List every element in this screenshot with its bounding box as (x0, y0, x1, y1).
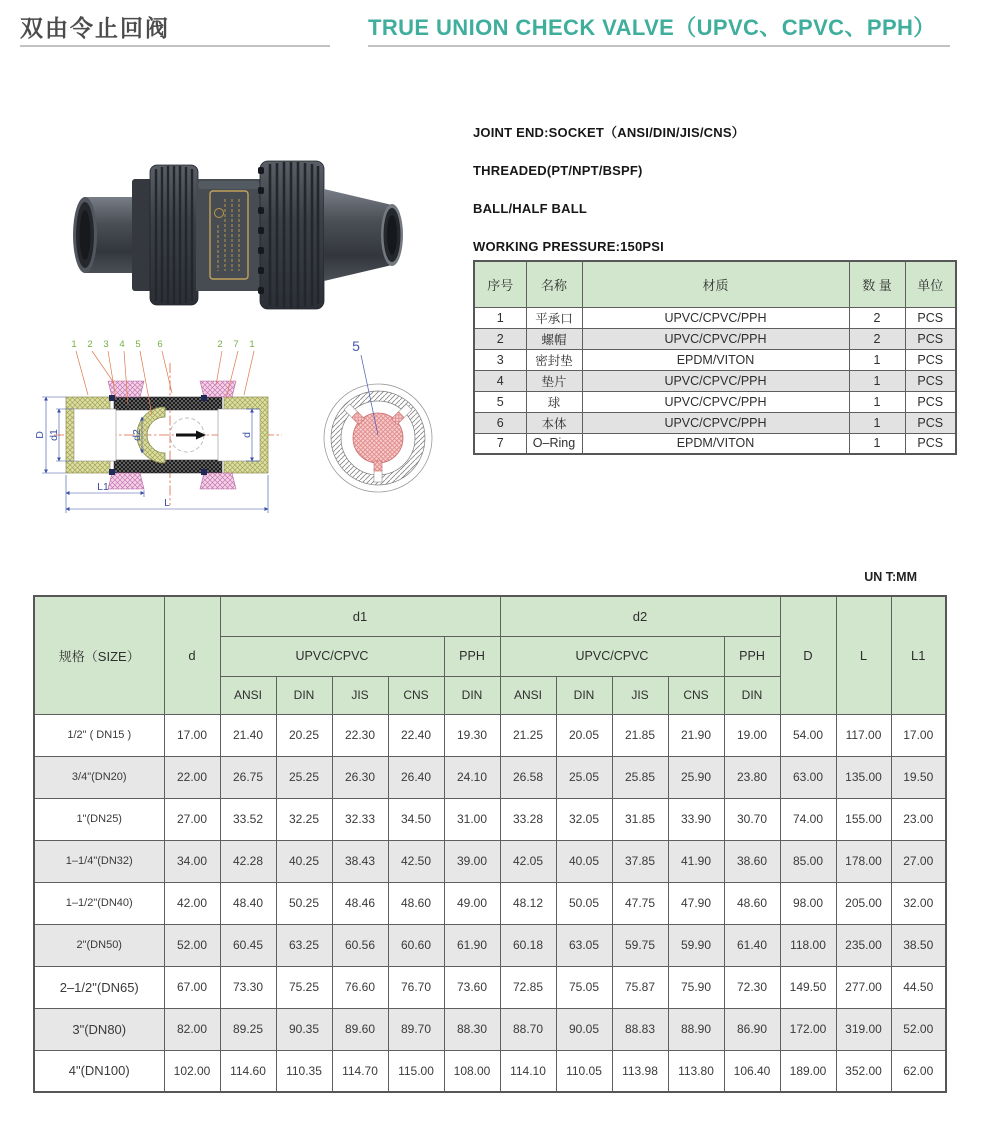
column-header: 数 量 (849, 261, 905, 307)
table-cell: 本体 (526, 412, 582, 433)
table-cell: 40.25 (276, 840, 332, 882)
column-header-standard: JIS (332, 676, 388, 714)
table-cell: 38.50 (891, 924, 946, 966)
column-header-standard: DIN (724, 676, 780, 714)
table-row (34, 924, 946, 966)
table-cell: 19.30 (444, 714, 500, 756)
table-cell: 59.90 (668, 924, 724, 966)
table-cell: 75.05 (556, 966, 612, 1008)
table-row (474, 391, 956, 412)
table-cell: 32.33 (332, 798, 388, 840)
table-cell: 1 (474, 307, 526, 328)
table-cell: 48.60 (388, 882, 444, 924)
callout-number: 7 (233, 339, 239, 350)
table-cell: 1"(DN25) (34, 798, 164, 840)
table-cell: 89.60 (332, 1008, 388, 1050)
table-cell: UPVC/CPVC/PPH (582, 370, 849, 391)
cross-section-view (34, 339, 282, 513)
table-cell: 19.00 (724, 714, 780, 756)
table-cell: 88.90 (668, 1008, 724, 1050)
dimension-table (33, 595, 947, 1093)
callout-number: 6 (157, 339, 163, 350)
column-header-standard: DIN (444, 676, 500, 714)
table-cell: 平承口 (526, 307, 582, 328)
table-cell: 72.30 (724, 966, 780, 1008)
table-cell: 6 (474, 412, 526, 433)
table-cell: 1 (849, 433, 905, 454)
table-cell: EPDM/VITON (582, 349, 849, 370)
table-row (34, 882, 946, 924)
table-cell: 108.00 (444, 1050, 500, 1092)
table-cell: 319.00 (836, 1008, 891, 1050)
table-cell: 5 (474, 391, 526, 412)
table-cell: 26.40 (388, 756, 444, 798)
parts-table (473, 260, 957, 455)
table-cell: 155.00 (836, 798, 891, 840)
dim-label-d1: d1 (48, 429, 60, 441)
table-cell: 67.00 (164, 966, 220, 1008)
table-cell: 110.35 (276, 1050, 332, 1092)
table-cell: 33.52 (220, 798, 276, 840)
table-cell: 2 (474, 328, 526, 349)
column-header: 材质 (582, 261, 849, 307)
table-cell: EPDM/VITON (582, 433, 849, 454)
column-header-d: d (164, 596, 220, 714)
column-group-pph: PPH (444, 636, 500, 676)
column-header: 序号 (474, 261, 526, 307)
dim-label-L: L (164, 497, 170, 509)
table-cell: 149.50 (780, 966, 836, 1008)
table-cell: 26.30 (332, 756, 388, 798)
table-cell: 41.90 (668, 840, 724, 882)
table-cell: 4"(DN100) (34, 1050, 164, 1092)
table-cell: 3 (474, 349, 526, 370)
table-cell: 90.35 (276, 1008, 332, 1050)
table-cell: 25.90 (668, 756, 724, 798)
table-cell: 73.30 (220, 966, 276, 1008)
table-cell: 34.00 (164, 840, 220, 882)
table-cell: 26.58 (500, 756, 556, 798)
table-cell: 7 (474, 433, 526, 454)
column-header: 名称 (526, 261, 582, 307)
spec-line: THREADED(PT/NPT/BSPF) (473, 163, 643, 178)
table-cell: 62.00 (891, 1050, 946, 1092)
table-cell: 19.50 (891, 756, 946, 798)
table-cell: 21.40 (220, 714, 276, 756)
column-header-standard: ANSI (220, 676, 276, 714)
table-cell: 22.00 (164, 756, 220, 798)
table-cell: 178.00 (836, 840, 891, 882)
table-cell: 235.00 (836, 924, 891, 966)
table-cell: 21.90 (668, 714, 724, 756)
table-cell: 113.98 (612, 1050, 668, 1092)
table-cell: 31.00 (444, 798, 500, 840)
table-cell: 135.00 (836, 756, 891, 798)
table-cell: 1/2" ( DN15 ) (34, 714, 164, 756)
table-row (474, 412, 956, 433)
table-cell: 17.00 (164, 714, 220, 756)
table-cell: 73.60 (444, 966, 500, 1008)
column-group-d1: d1 (220, 596, 500, 636)
table-cell: 38.43 (332, 840, 388, 882)
table-cell: 39.00 (444, 840, 500, 882)
table-cell: 27.00 (164, 798, 220, 840)
table-cell: 52.00 (891, 1008, 946, 1050)
table-cell: 90.05 (556, 1008, 612, 1050)
page-title-english: TRUE UNION CHECK VALVE（UPVC、CPVC、PPH） (368, 15, 936, 40)
table-cell: 117.00 (836, 714, 891, 756)
front-view (324, 338, 432, 492)
spec-line: JOINT END:SOCKET（ANSI/DIN/JIS/CNS） (473, 125, 745, 140)
table-cell: UPVC/CPVC/PPH (582, 391, 849, 412)
table-row (34, 1008, 946, 1050)
table-cell: 2 (849, 307, 905, 328)
table-cell: 44.50 (891, 966, 946, 1008)
table-cell: 31.85 (612, 798, 668, 840)
table-cell: 32.00 (891, 882, 946, 924)
table-cell: 密封垫 (526, 349, 582, 370)
callout-number: 3 (103, 339, 109, 350)
callout-number: 1 (71, 339, 77, 350)
table-cell: 50.05 (556, 882, 612, 924)
table-row (34, 1050, 946, 1092)
table-cell: 50.25 (276, 882, 332, 924)
column-header-standard: CNS (668, 676, 724, 714)
column-header-standard: JIS (612, 676, 668, 714)
table-cell: 61.90 (444, 924, 500, 966)
table-cell: 172.00 (780, 1008, 836, 1050)
table-cell: 27.00 (891, 840, 946, 882)
table-cell: 17.00 (891, 714, 946, 756)
table-cell: 61.40 (724, 924, 780, 966)
table-cell: 82.00 (164, 1008, 220, 1050)
table-cell: 106.40 (724, 1050, 780, 1092)
table-cell: 2 (849, 328, 905, 349)
page-title-chinese: 双由令止回阀 (20, 15, 170, 41)
table-cell: 2"(DN50) (34, 924, 164, 966)
table-cell: 114.60 (220, 1050, 276, 1092)
table-cell: 76.70 (388, 966, 444, 1008)
spec-line: WORKING PRESSURE:150PSI (473, 239, 664, 254)
column-group-d2: d2 (500, 596, 780, 636)
table-cell: 20.05 (556, 714, 612, 756)
table-row (474, 433, 956, 454)
column-header: 单位 (905, 261, 956, 307)
column-header-standard: ANSI (500, 676, 556, 714)
table-cell: 63.05 (556, 924, 612, 966)
table-cell: 52.00 (164, 924, 220, 966)
table-cell: 76.60 (332, 966, 388, 1008)
table-cell: 23.80 (724, 756, 780, 798)
table-cell: 54.00 (780, 714, 836, 756)
table-cell: 114.70 (332, 1050, 388, 1092)
table-cell: 1 (849, 412, 905, 433)
table-cell: PCS (905, 391, 956, 412)
dim-label-d: d (241, 432, 253, 438)
table-cell: 25.85 (612, 756, 668, 798)
table-cell: 32.25 (276, 798, 332, 840)
column-header-standard: CNS (388, 676, 444, 714)
table-cell: 3"(DN80) (34, 1008, 164, 1050)
table-cell: 33.90 (668, 798, 724, 840)
table-row (474, 370, 956, 391)
dim-label-L1: L1 (97, 481, 109, 493)
table-cell: 4 (474, 370, 526, 391)
table-cell: PCS (905, 349, 956, 370)
spec-list (473, 114, 745, 266)
dim-label-d2: d2 (131, 429, 143, 441)
dims-header-row-1 (34, 596, 946, 636)
table-cell: 205.00 (836, 882, 891, 924)
table-cell: 277.00 (836, 966, 891, 1008)
table-cell: 40.05 (556, 840, 612, 882)
table-cell: 60.56 (332, 924, 388, 966)
table-cell: 33.28 (500, 798, 556, 840)
table-cell: 47.75 (612, 882, 668, 924)
column-header-standard: DIN (276, 676, 332, 714)
table-row (34, 840, 946, 882)
table-cell: PCS (905, 307, 956, 328)
table-cell: O–Ring (526, 433, 582, 454)
callout-number: 1 (249, 339, 255, 350)
table-cell: 25.05 (556, 756, 612, 798)
table-cell: 88.70 (500, 1008, 556, 1050)
table-cell: 49.00 (444, 882, 500, 924)
table-cell: 48.40 (220, 882, 276, 924)
callout-number: 5 (135, 339, 141, 350)
table-cell: 88.83 (612, 1008, 668, 1050)
table-row (34, 714, 946, 756)
table-cell: 113.80 (668, 1050, 724, 1092)
table-cell: 75.90 (668, 966, 724, 1008)
table-cell: 60.45 (220, 924, 276, 966)
table-cell: UPVC/CPVC/PPH (582, 307, 849, 328)
table-cell: 75.25 (276, 966, 332, 1008)
table-cell: PCS (905, 433, 956, 454)
table-row (474, 307, 956, 328)
table-cell: 21.85 (612, 714, 668, 756)
dim-label-D: D (34, 431, 46, 439)
table-cell: 2–1/2"(DN65) (34, 966, 164, 1008)
table-cell: 1 (849, 391, 905, 412)
table-cell: 球 (526, 391, 582, 412)
table-cell: 32.05 (556, 798, 612, 840)
table-cell: 34.50 (388, 798, 444, 840)
table-cell: 38.60 (724, 840, 780, 882)
table-cell: 63.00 (780, 756, 836, 798)
table-cell: 37.85 (612, 840, 668, 882)
product-photo (60, 115, 420, 345)
table-cell: PCS (905, 412, 956, 433)
table-cell: 1–1/2"(DN40) (34, 882, 164, 924)
table-cell: 63.25 (276, 924, 332, 966)
callout-number: 4 (119, 339, 125, 350)
table-cell: 24.10 (444, 756, 500, 798)
column-header-standard: DIN (556, 676, 612, 714)
title-underline-right (368, 45, 950, 47)
table-cell: 47.90 (668, 882, 724, 924)
table-cell: 22.30 (332, 714, 388, 756)
table-row (34, 966, 946, 1008)
table-cell: 189.00 (780, 1050, 836, 1092)
table-cell: 118.00 (780, 924, 836, 966)
table-cell: 48.46 (332, 882, 388, 924)
table-cell: 25.25 (276, 756, 332, 798)
unit-note: UN T:MM (864, 570, 917, 584)
column-group-upvc-cpvc: UPVC/CPVC (220, 636, 444, 676)
table-cell: 3/4"(DN20) (34, 756, 164, 798)
table-cell: 72.85 (500, 966, 556, 1008)
table-cell: 42.05 (500, 840, 556, 882)
column-group-upvc-cpvc: UPVC/CPVC (500, 636, 724, 676)
table-cell: UPVC/CPVC/PPH (582, 412, 849, 433)
column-group-pph: PPH (724, 636, 780, 676)
callout-number: 2 (87, 339, 93, 350)
table-cell: 1 (849, 349, 905, 370)
table-cell: PCS (905, 370, 956, 391)
front-view-callout: 5 (352, 338, 360, 354)
table-cell: 60.60 (388, 924, 444, 966)
table-row (474, 328, 956, 349)
table-cell: 20.25 (276, 714, 332, 756)
table-cell: 23.00 (891, 798, 946, 840)
table-cell: 42.50 (388, 840, 444, 882)
table-cell: 1–1/4"(DN32) (34, 840, 164, 882)
table-cell: 1 (849, 370, 905, 391)
table-cell: 21.25 (500, 714, 556, 756)
table-row (34, 798, 946, 840)
spec-line: BALL/HALF BALL (473, 201, 587, 216)
parts-header-row (474, 261, 956, 307)
table-cell: 86.90 (724, 1008, 780, 1050)
table-cell: 螺帽 (526, 328, 582, 349)
table-row (474, 349, 956, 370)
table-cell: 26.75 (220, 756, 276, 798)
table-cell: 48.60 (724, 882, 780, 924)
table-cell: 114.10 (500, 1050, 556, 1092)
table-cell: 垫片 (526, 370, 582, 391)
table-cell: 85.00 (780, 840, 836, 882)
table-cell: 59.75 (612, 924, 668, 966)
technical-drawing (30, 335, 450, 535)
callout-number: 2 (217, 339, 223, 350)
column-header-D: D (780, 596, 836, 714)
table-cell: 22.40 (388, 714, 444, 756)
title-underline-left (20, 45, 330, 47)
table-cell: 110.05 (556, 1050, 612, 1092)
table-cell: 30.70 (724, 798, 780, 840)
table-cell: 75.87 (612, 966, 668, 1008)
table-cell: 88.30 (444, 1008, 500, 1050)
table-cell: 89.70 (388, 1008, 444, 1050)
table-cell: 60.18 (500, 924, 556, 966)
table-cell: 115.00 (388, 1050, 444, 1092)
table-cell: 352.00 (836, 1050, 891, 1092)
table-cell: 42.28 (220, 840, 276, 882)
table-row (34, 756, 946, 798)
table-cell: PCS (905, 328, 956, 349)
column-header-size: 规格（SIZE） (34, 596, 164, 714)
table-cell: 48.12 (500, 882, 556, 924)
table-cell: UPVC/CPVC/PPH (582, 328, 849, 349)
table-cell: 74.00 (780, 798, 836, 840)
column-header-L1: L1 (891, 596, 946, 714)
table-cell: 98.00 (780, 882, 836, 924)
table-cell: 89.25 (220, 1008, 276, 1050)
table-cell: 42.00 (164, 882, 220, 924)
column-header-L: L (836, 596, 891, 714)
table-cell: 102.00 (164, 1050, 220, 1092)
